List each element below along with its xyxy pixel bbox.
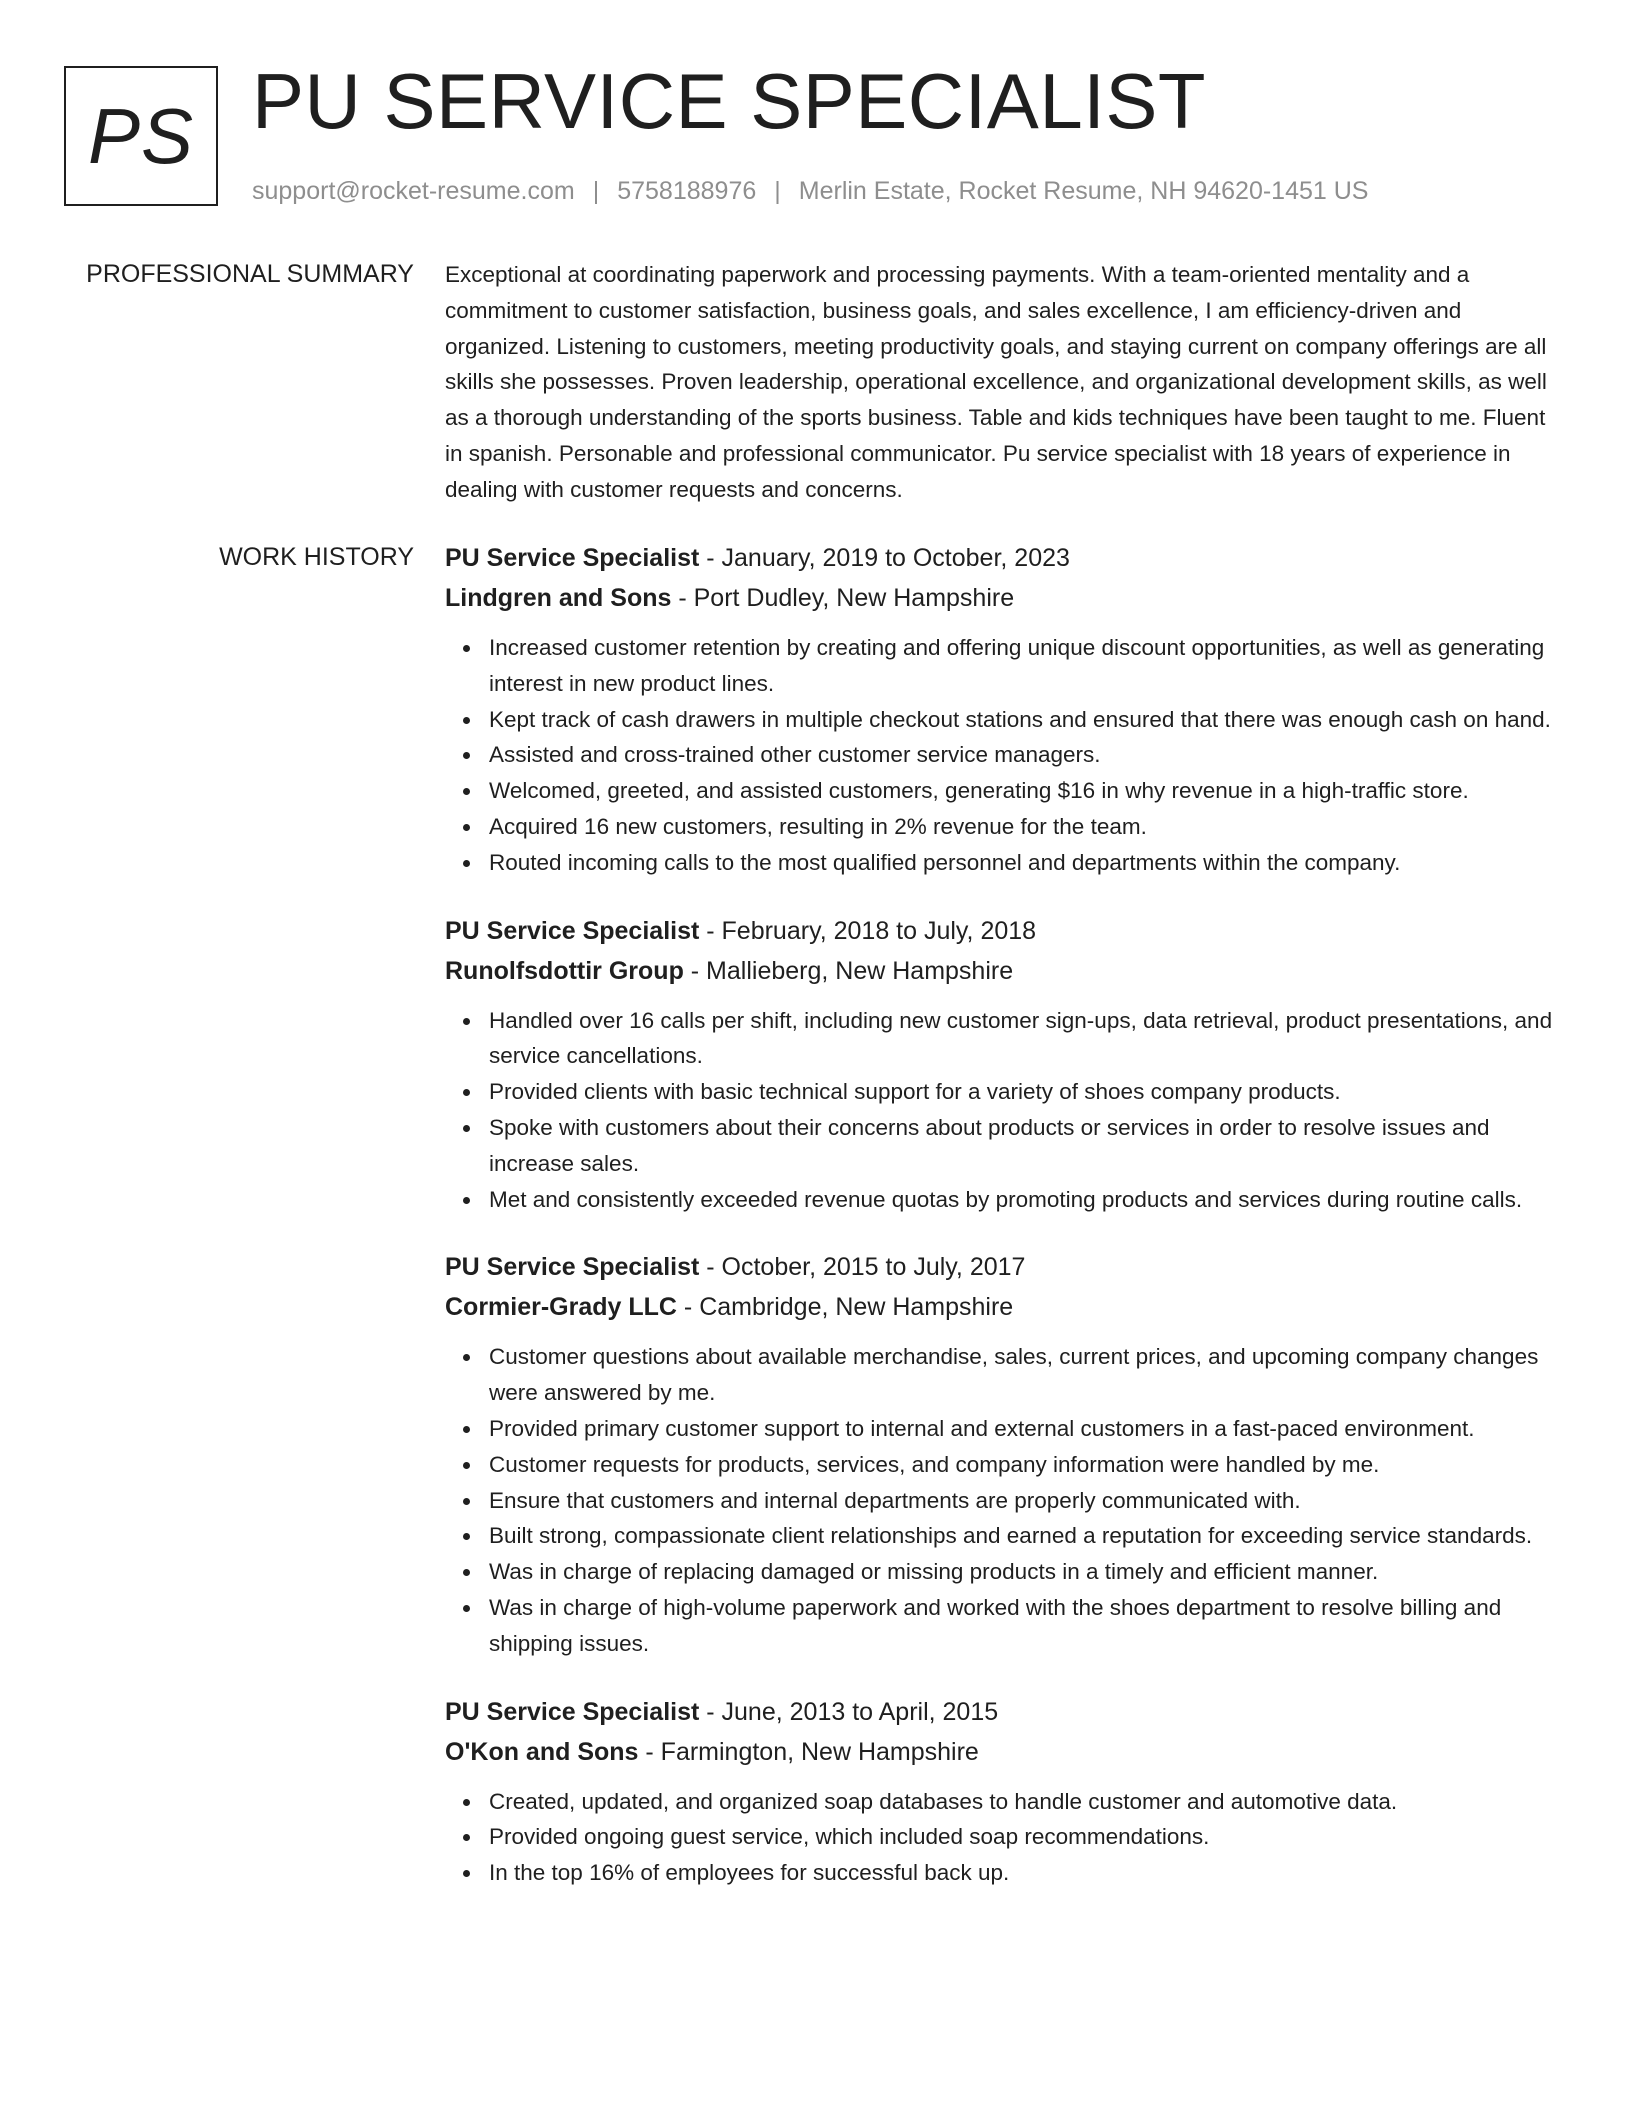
section-label-summary: PROFESSIONAL SUMMARY [86,260,414,288]
contact-line [252,174,1368,208]
job-title-line [445,538,1563,578]
job-location: - Mallieberg, New Hampshire [683,956,1014,985]
job-title-line [445,1692,1563,1732]
monogram-badge [64,66,218,206]
job-bullets [445,1784,1563,1891]
contact-separator: | [592,177,600,205]
job-bullet: Ensure that customers and internal departments are properly communicated with. [489,1483,1563,1519]
job-company: Cormier-Grady LLC [445,1293,677,1322]
job-bullets [445,1339,1563,1661]
contact-separator: | [774,177,781,205]
page-title: PU SERVICE SPECIALIST [252,57,1207,145]
job-bullet: Routed incoming calls to the most qualified personnel and departments within the company. [489,845,1563,881]
job-bullet: Built strong, compassionate client relationships and earned a reputation for exceeding service standards. [489,1518,1563,1554]
job-location: - Farmington, New Hampshire [638,1737,979,1766]
job-location: - Cambridge, New Hampshire [676,1293,1014,1322]
job-bullet: Welcomed, greeted, and assisted customers, generating $16 in why revenue in a high-traffic store. [489,773,1563,809]
job-bullet: Acquired 16 new customers, resulting in 2% revenue for the team. [489,809,1563,845]
job-company: Lindgren and Sons [445,584,672,612]
job-entry [445,538,1563,881]
job-title-line [445,1247,1563,1287]
job-company-line [445,578,1563,618]
job-company: Runolfsdottir Group [445,956,684,985]
work-history-section [445,538,1563,1921]
job-bullet: Kept track of cash drawers in multiple checkout stations and ensured that there was enough cash on hand. [489,702,1563,738]
summary-section [445,257,1563,508]
job-bullet: Customer requests for products, services, and company information were handled by me. [489,1447,1563,1483]
job-bullet: Handled over 16 calls per shift, including new customer sign-ups, data retrieval, product presentations, and service cancellations. [489,1003,1563,1075]
job-bullet: Met and consistently exceeded revenue quotas by promoting products and services during routine calls. [489,1182,1563,1218]
job-entry [445,911,1563,1218]
job-title: PU Service Specialist [445,1253,700,1282]
job-company-line [445,1732,1563,1772]
job-bullets [445,630,1563,881]
job-bullet: Customer questions about available merchandise, sales, current prices, and upcoming company changes were answered by me. [489,1339,1563,1411]
job-title: PU Service Specialist [445,916,700,945]
monogram-initials: PS [87,91,195,180]
job-bullet: Provided clients with basic technical support for a variety of shoes company products. [489,1074,1563,1110]
job-entry [445,1247,1563,1661]
contact-phone[interactable]: 5758188976 [617,177,757,205]
job-company-line [445,951,1563,991]
summary-text: Exceptional at coordinating paperwork and processing payments. With a team-oriented mentality and a commitment to customer satisfaction, business goals, and sales excellence, I am efficiency-driven and organized. Listening to customers, meeting productivity goals, and staying current on company offerings are all skills she possesses. Proven leadership, operational excellence, and organizational development skills, as well as a thorough understanding of the sports business. Table and kids techniques have been taught to me. Fluent in spanish. Personable and professional communicator. Pu service specialist with 18 years of experience in dealing with customer requests and concerns. [445,262,1547,502]
job-dates: - June, 2013 to April, 2015 [699,1697,999,1726]
job-title: PU Service Specialist [445,544,700,572]
job-bullet: Provided ongoing guest service, which included soap recommendations. [489,1819,1563,1855]
job-bullet: Was in charge of high-volume paperwork and worked with the shoes department to resolve billing and shipping issues. [489,1590,1563,1662]
job-title-line [445,911,1563,951]
job-bullet: Created, updated, and organized soap databases to handle customer and automotive data. [489,1784,1563,1820]
job-bullet: In the top 16% of employees for successful back up. [489,1855,1563,1891]
job-dates: - October, 2015 to July, 2017 [699,1253,1026,1282]
job-title: PU Service Specialist [445,1697,700,1726]
job-dates: - January, 2019 to October, 2023 [699,544,1070,572]
job-bullet: Increased customer retention by creating and offering unique discount opportunities, as well as generating interest in new product lines. [489,630,1563,702]
job-entry [445,1692,1563,1891]
section-label-work-history: WORK HISTORY [219,543,414,571]
job-company: O'Kon and Sons [445,1737,639,1766]
job-company-line [445,1287,1563,1327]
job-bullet: Was in charge of replacing damaged or missing products in a timely and efficient manner. [489,1554,1563,1590]
job-bullet: Assisted and cross-trained other customer service managers. [489,737,1563,773]
contact-email[interactable]: support@rocket-resume.com [252,177,575,205]
job-bullets [445,1003,1563,1218]
contact-address: Merlin Estate, Rocket Resume, NH 94620-1451 US [798,177,1369,205]
job-bullet: Provided primary customer support to internal and external customers in a fast-paced environment. [489,1411,1563,1447]
job-dates: - February, 2018 to July, 2018 [699,916,1037,945]
job-location: - Port Dudley, New Hampshire [671,584,1015,612]
job-bullet: Spoke with customers about their concerns about products or services in order to resolve issues and increase sales. [489,1110,1563,1182]
